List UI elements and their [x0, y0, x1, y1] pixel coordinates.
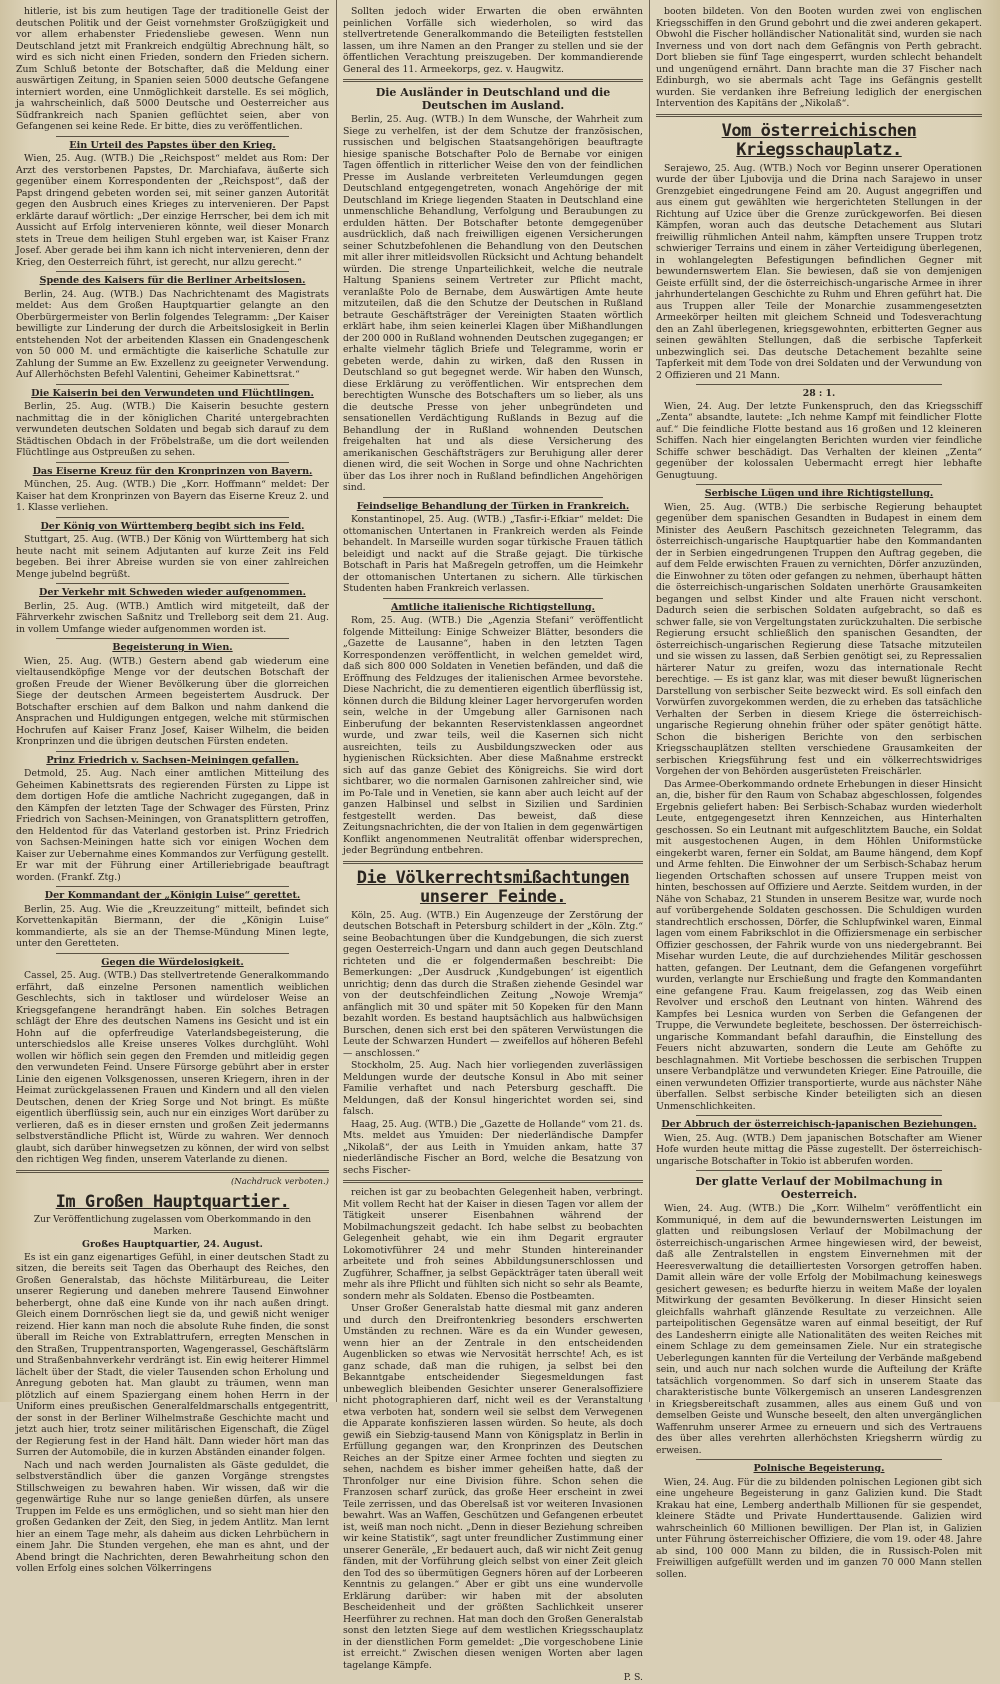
separator	[696, 1115, 942, 1116]
article-kaiserin: Berlin, 25. Aug. (WTB.) Die Kaiserin besuchte gestern nachmittag die in der königlichen Charité untergebrachten verwundeten deutschen Soldaten und begab sich darauf zu dem Städtischen Obdach in der Fröbelstraße, um die dort weilenden Flüchtlinge aus Ostpreußen zu sehen.	[16, 401, 329, 458]
column-1	[16, 6, 329, 1574]
separator	[56, 886, 289, 887]
article-tuerken: Konstantinopel, 25. Aug. (WTB.) „Tasfir-i-Efkiar“ meldet: Die ottomanischen Untertanen in Frankreich werden als Feinde behandelt. In Marseille wurden sogar türkische Frauen tätlich beleidigt und nackt auf die Straße gejagt. Die türkische Botschaft in Paris hat Maßregeln getroffen, um die Heimkehr der ottomanischen Untertanen zu sichern. Alle türkischen Studenten haben Frankreich verlassen.	[343, 514, 643, 594]
article-mobilmachung: Wien, 24. Aug. (WTB.) Die „Korr. Wilhelm“ veröffentlicht ein Kommuniqué, in dem auf die bewundernswerten Leistungen im glatten und reibungslosen Verlauf der Mobilmachung der österreichisch-ungarischen Armee hingewiesen wird, der beweist, daß alle Zentralstellen in engstem Einvernehmen mit der Heeresverwaltung die detailliertesten Vorsorgen getroffen haben. Damit allein wäre der volle Erfolg der Mobilmachung keineswegs gesichert gewesen; es bedurfte hierzu in weitem Maße der loyalen Mitwirkung der gesamten Bevölkerung. In dieser Hinsicht seien gleichfalls wahrhaft glänzende Resultate zu verzeichnen. Alle parteipolitischen Gegensätze waren auf einmal beseitigt, der Ruf des Landesherrn einigte alle Nationalitäten des weiten Reiches mit einem Schlage zu dem gemeinsamen Ziele. Nur ein strategische Ueberlegungen kannten für die Verteilung der Verbände maßgebend sein, und auch nur nach solchen wurde die Aufteilung der Kräfte tatsächlich vorgenommen. So darf sich in unserem Staate das charakteristische bunte Völkergemisch an unseren Landesgrenzen in Kriegsbereitschaft zusammen, alles aus einem Guß und von demselben Geiste und Wunsche beseelt, den alten unvergänglichen Waffenruhm unserer Armee zu erneuern und sich des Vertrauens des über alles verehrten allerhöchsten Kriegsherrn würdig zu erweisen.	[656, 1203, 982, 1456]
double-separator	[343, 1180, 643, 1183]
column-3	[656, 6, 982, 1580]
article-schweden: Berlin, 25. Aug. (WTB.) Amtlich wird mitgeteilt, daß der Fährverkehr zwischen Saßnitz und Trelleborg seit dem 21. Aug. in vollem Umfange wieder aufgenommen worden ist.	[16, 600, 329, 635]
article-koenigin-luise: Berlin, 25. Aug. Wie die „Kreuzzeitung“ mitteilt, befindet sich Korvettenkapitän Biermann, der die „Königin Luise“ kommandierte, als sie an der Themse-Mündung Minen legte, unter den Geretteten.	[16, 903, 329, 949]
headline-schweden: Der Verkehr mit Schweden wieder aufgenommen.	[39, 587, 306, 598]
article-wien: Wien, 25. Aug. (WTB.) Gestern abend gab wiederum eine vieltausendköpfige Menge vor der deutschen Botschaft der großen Freude der Wiener Bevölkerung über die glorreichen Siege der deutschen Armeen begeistertem Ausdruck. Der Botschafter erschien auf dem Balkon und nahm dankend die Ansprachen und Huldigungen entgegen, welche mit stürmischen Hochrufen auf Kaiser Franz Josef, Kaiser Wilhelm, die beiden Kronprinzen und die übrigen deutschen Fürsten endeten.	[16, 655, 329, 747]
article-japan: Wien, 25. Aug. (WTB.) Dem japanischen Botschafter am Wiener Hofe wurden heute mittag die Pässe zugestellt. Der österreichisch-ungarische Botschafter in Tokio ist abberufen worden.	[656, 1132, 982, 1167]
article-koeln: Köln, 25. Aug. (WTB.) Ein Augenzeuge der Zerstörung der deutschen Botschaft in Petersburg schildert in der „Köln. Ztg.“ seine Beobachtungen über die Kundgebungen, die sich zuerst gegen Oesterreich-Ungarn und dann auch gegen Deutschland richteten und die er folgendermaßen beschreibt: Die Bemerkungen: „Der Ausdruck ‚Kundgebungen‘ ist eigentlich unrichtig; denn das durch die Straßen ziehende Gesindel war von der deutschfeindlichen Zeitung „Nowoje Wremja“ anfänglich mit 30 und später mit 50 Kopeken für den Mann bezahlt worden. Es bestand hauptsächlich aus halbwüchsigen Burschen, denen sich erst bei den späteren Verwüstungen die Leute der Schwarzen Hundert — zweifellos auf höheren Befehl — anschlossen.“	[343, 909, 643, 1059]
headline-auslaender: Die Ausländer in Deutschland und die Deutschen im Ausland.	[375, 86, 611, 112]
separator	[56, 271, 289, 272]
separator	[696, 484, 942, 485]
double-separator	[343, 79, 643, 82]
article-papst: Wien, 25. Aug. (WTB.) Die „Reichspost“ meldet aus Rom: Der Arzt des verstorbenen Papstes, Dr. Marchiafava, äußerte sich gegenüber einem Korrespondenten der „Reichspost“, daß der Papst dringend gebeten worden sei, mit seiner ganzen Autorität gegen den Ausbruch eines Krieges zu intervenieren. Der Papst erklärte darauf wörtlich: „Der einzige Herrscher, bei dem ich mit Aussicht auf Erfolg intervenieren könnte, weil dieser Monarch stets in Treue dem heiligen Stuhl ergeben war, ist Kaiser Franz Josef. Aber gerade bei ihm kann ich nicht intervenieren, denn der Krieg, den Oesterreich führt, ist gerecht, nur allzu gerecht.“	[16, 153, 329, 268]
article-haag-cont: booten bildeten. Von den Booten wurden zwei von englischen Kriegsschiffen in den Grund gebohrt und die zwei anderen gekapert. Obwohl die Fischer holländischer Nationalität sind, wurden sie nach Inverness und von dort nach dem Gefängnis von Perth gebracht. Dort blieben sie fünf Tage eingesperrt, wurden schlecht behandelt und ungenügend ernährt. Dann brachte man die 37 Fischer nach Edinburgh, wo sie abermals acht Tage ins Gefängnis gestellt wurden. Sie verdanken ihre Befreiung lediglich der energischen Intervention des Kapitäns der „Nikolaß“.	[656, 6, 982, 109]
column-rule-left	[336, 0, 337, 1402]
headline-polnisch: Polnische Begeisterung.	[753, 1463, 885, 1474]
article-serbische-luegen-1: Wien, 25. Aug. (WTB.) Die serbische Regierung behauptet gegenüber dem spanischen Gesandten in Budapest in einem dem Minister des Aeußern Paschitsch gezeichneten Telegramm, das österreichisch-ungarische Hauptquartier habe den Kommandanten der in Serbien eingedrungenen Truppen den Auftrag gegeben, die auf dem Felde erwischten Frauen zu vernichten, Dörfer anzuzünden, die Einwohner zu töten oder gefangen zu nehmen, überhaupt hätten die österreichisch-ungarischen Soldaten unerhörte Grausamkeiten begangen und selbst Kinder und alte Frauen nicht verschont. Dadurch seien die serbischen Soldaten aufgebracht, so daß es schwer falle, sie von Vergeltungstaten zurückzuhalten. Die serbische Regierung ersucht schließlich den spanischen Gesandten, der österreichisch-ungarischen Regierung diese Tatsache mitzuteilen und sie wissen zu lassen, daß Serbien genötigt sei, zu Repressalien härterer Natur zu greifen, wozu das internationale Recht berechtige. — Es ist ganz klar, was mit dieser bewußt lügnerischen Darstellung von serbischer Seite bezweckt wird. Es soll einfach den Vorwürfen zuvorgekommen werden, die zu erheben das tatsächliche Verhalten der Serben in diesem Kriege die österreichisch-ungarische Regierung ohnehin früher oder später genötigt hätte. Schon die bisherigen Berichte von den serbischen Kriegsschauplätzen stellten verschiedene Grausamkeiten der serbischen Kriegsführung fest und ein völkerrechtswidriges Vorgehen der von Behörden ausgerüsteten Freischärler.	[656, 501, 982, 777]
article-hauptquartier-2: Nach und nach werden Journalisten als Gäste geduldet, die selbstverständlich über die ganzen Vorgänge strengstes Stillschweigen zu bewahren haben. Wir wissen, daß wir die gegenwärtige Ruhe nur so lange genießen dürfen, als unsere Truppen im Felde es uns ermöglichen, und so sieht man hier den großen Gedanken der Zeit, den Sieg, in jedem Antlitz. Man lernt hier an einem Tage mehr, als daheim aus dicken Lehrbüchern in einem Jahr. Die Stunden vergehen, ehe man es ahnt, und der Abend bringt die Nachrichten, deren Bewahrheitung schon den vollen Erfolg eines solchen Völkerringens	[16, 1459, 329, 1574]
separator	[696, 384, 942, 385]
separator	[696, 1170, 942, 1171]
dateline-hauptquartier: Großes Hauptquartier, 24. August.	[82, 1239, 263, 1250]
article-stockholm: Stockholm, 25. Aug. Nach hier vorliegenden zuverlässigen Meldungen wurde der deutsche Konsul in Abo mit seiner Familie verhaftet und nach Petersburg geschafft. Die Meldungen, daß der Konsul hingerichtet worden sei, sind falsch.	[343, 1060, 643, 1117]
reprint-notice: (Nachdruck verboten.)	[230, 1176, 329, 1187]
article-prinz-friedrich: Detmold, 25. Aug. Nach einer amtlichen Mitteilung des Geheimen Kabinettsrats des regierenden Fürsten zu Lippe ist dem dortigen Hofe die amtliche Nachricht zugegangen, daß in den Kämpfen der letzten Tage der Schwager des Fürsten, Prinz Friedrich von Sachsen-Meiningen, von Granatsplittern getroffen, den Heldentod für das Vaterland gestorben ist. Prinz Friedrich von Sachsen-Meiningen hatte sich vor einigen Wochen dem Kaiser zur Uebernahme eines Kommandos zur Verfügung gestellt. Er war mit der Führung einer Artilleriebrigade beauftragt worden. (Frankf. Ztg.)	[16, 768, 329, 883]
headline-japan: Der Abbruch der österreichisch-japanischen Beziehungen.	[661, 1119, 977, 1130]
article-hauptquartier-cont-2: Unser Großer Generalstab hatte diesmal mit ganz anderen und durch den Dreifrontenkrieg besonders erschwerten Umständen zu rechnen. Wäre es da ein Wunder gewesen, wenn hier an der Zentrale in den entscheidenden Augenblicken so etwas wie Nervosität herrschte! Ach, es ist ganz schade, daß man die ruhigen, ja selbst bei den Bekanntgabe entscheidender Siegesmeldungen fast unbeweglich bleibenden Gesichter unserer Generalsoffiziere nicht photographieren darf, nicht weil es der Veranstaltung etwa verboten hat, sondern weil sie selbst dem Verwegenen die Apparate konfiszieren lassen würden. So heute, als doch gewiß ein Siebzig-tausend Mann von Königsplatz in Berlin in Erfüllung gegangen war, den Kronprinzen des Deutschen Reiches an der Spitze einer Armee fochten und siegten zu sehen, nachdem es bisher immer geheißen hatte, daß der Thronfolger nur eine Division führe. Schon sehen die Franzosen scharf zurück, das große Heer erscheint in zwei Teile zerrissen, und das Oberelsaß ist vor weiteren Invasionen bewahrt. Was an Waffen, Geschützen und Gefangenen erbeutet ist, weiß man noch nicht. „Denn in dieser Beziehung schreiben wir keine Statistik“, sagt unter freundlicher Zustimmung einer unserer Generäle, „Er bedauert auch, daß wir nicht Zeit genug fänden, mit der Vorführung gleich selbst von einer Zeit gleich den Tod des so übermütigen Gegners hören auf der Lorbeeren Kenntnis zu gelangen.“ Aber er gibt uns eine wundervolle Erklärung darüber: wir haben mit der absoluten Bescheidenheit und der größten Sachlichkeit unserer Heerführer zu rechnen. Hat man doch den Großen Generalstab sonst den letzten Siege auf dem westlichen Kriegsschauplatz in der dienstlichen Form gemeldet: „Die vorgeschobene Linie ist erreicht.“ Zwischen diesen wenigen Worten aber lagen tagelange Kämpfe.	[343, 1303, 643, 1671]
headline-eisernes-kreuz: Das Eiserne Kreuz für den Kronprinzen von Bayern.	[32, 465, 313, 477]
article-hauptquartier-cont-1: reichen ist gar zu beobachten Gelegenheit haben, verbringt. Mit vollem Recht hat der Kaiser in diesen Tagen vor allem der Tätigkeit unserer Eisenbahnen während der Mobilmachungszeit gedacht. Ich habe selbst zu beobachten Gelegenheit gehabt, wie ein ihm Degarit ergrauter Lokomotivführer 24 und mehr Stunden hintereinander arbeitete und froh seines Abbildungsunerschlossen und Zugführer, Schaffner, ja selbst Gepäckträger taten überall weit mehr als ihre Pflicht und fühlten sich nicht so sehr als Beamte, sondern mehr als Soldaten. Ebenso die Postbeamten.	[343, 1187, 643, 1302]
separator	[56, 638, 289, 639]
separator	[56, 583, 289, 584]
separator	[56, 517, 289, 518]
article-serajewo: Serajewo, 25. Aug. (WTB.) Noch vor Beginn unserer Operationen wurde der über Ljubovija und die Drina nach Sarajewo in unser Grenzgebiet eingedrungene Feind am 20. August angegriffen und aus einem gut gewählten wie hergerichteten Stellungen in der Richtung auf Uzice über die Grenze zurückgeworfen. Bei diesen Kämpfen, woran auch das deutsche Detachement aus Slutari freiwillig rühmlichen Anteil nahm, kämpften unsere Truppen trotz schwieriger Terrains und einem in zäher Verteidigung überlegenen, in wohlangelegten Befestigungen befindlichen Gegner mit bewundernswertem Elan. Sie bewiesen, daß sie von demjenigen Geiste erfüllt sind, der die österreichisch-ungarische Armee in ihrer jahrhundertelangen Geschichte zu Ruhm und Ehren geführt hat. Die aus Truppen aller Teile der Monarchie zusammengesetzten Armeekörper heilten mit gleichem Schneid und Todesverachtung den an Zahl überlegenen, kriegsgewohnten, erbitterten Gegner aus seinen gewählten Stellungen, daß die serbische Tapferkeit unbezwinglich sei. Das deutsche Detachement bezahlte seine Tapferkeit mit dem Tode von drei Soldaten und der Verwundung von 2 Offizieren und 21 Mann.	[656, 162, 982, 381]
separator	[383, 497, 603, 498]
headline-score: 28 : 1.	[802, 388, 836, 399]
article-wuerdelosigkeit: Cassel, 25. Aug. (WTB.) Das stellvertretende Generalkommando erfährt, daß einzelne Personen namentlich weiblichen Geschlechts, sich in taktloser und würdeloser Weise an Kriegsgefangene herandrängt haben. Ein solches Betragen schlägt der Ehre des deutschen Namens ins Gesicht und ist ein Hohn auf die opferfreudige Vaterlandsbegeisterung, die unterschiedslos alle Kreise unseres Volkes durchglüht. Wohl wollen wir höflich sein gegen den Fremden und mitleidig gegen den verwundeten Feind. Unsere Fürsorge gebührt aber in erster Linie den eigenen Volksgenossen, unseren Kriegern, ihren in der Heimat zurückgelassenen Frauen und Kindern und all den vielen Deutschen, denen der Krieg Sorge und Not bringt. Es müßte eigentlich überflüssig sein, auch nur ein einziges Wort darüber zu verlieren, daß es in dieser ernsten und großen Zeit jedermanns selbstverständliche Pflicht ist, Würde zu wahren. Wer dennoch glaubt, sich darüber hinwegsetzen zu können, der wird von selbst den richtigen Weg finden, unserem Vaterlande zu dienen.	[16, 970, 329, 1165]
headline-papst: Ein Urteil des Papstes über den Krieg.	[69, 139, 276, 151]
headline-wien: Begeisterung in Wien.	[112, 642, 233, 653]
headline-kaiserin: Die Kaiserin bei den Verwundeten und Flüchtlingen.	[31, 387, 314, 399]
separator	[56, 751, 289, 752]
signature: P. S.	[623, 1672, 643, 1683]
separator	[56, 136, 289, 137]
headline-italien: Amtliche italienische Richtigstellung.	[391, 601, 595, 613]
article-zenta: Wien, 24. Aug. Der letzte Funkenspruch, den das Kriegsschiff „Zenta“ absandte, lautete: „Ich nehme Kampf mit feindlicher Flotte auf.“ Die feindliche Flotte bestand aus 16 großen und 12 kleineren Schiffen. Nach hier eingelangten Berichten wurden vier feindliche Schiffe schwer beschädigt. Das Verhalten der kleinen „Zenta“ gegenüber der kolossalen Uebermacht erregt hier lebhafte Genugtuung.	[656, 400, 982, 481]
article-wuerttemberg: Stuttgart, 25. Aug. (WTB.) Der König von Württemberg hat sich heute nacht mit seinem Adjutanten auf kurze Zeit ins Feld begeben. Bei ihrer Abreise wurden sie von einer zahlreichen Menge jubelnd begrüßt.	[16, 534, 329, 580]
article-continuation: hitlerie, ist bis zum heutigen Tage der traditionelle Geist der deutschen Politik und der Geist vornehmster Großzügigkeit und vor allem erhabenster Friedensliebe gewesen. Wenn nun Deutschland jetzt mit Frankreich endgültig Abrechnung hält, so wird es sich nicht einen Frieden, sondern den Frieden sichern. Zum Schluß betonte der Botschafter, daß die Meldung einer auswärtigen Zeitung, in Spanien seien 5000 deutsche Gefangene interniert worden, eine Unmöglichkeit darstelle. Es sei möglich, ja wahrscheinlich, daß 5000 Deutsche und Oesterreicher aus Südfrankreich nach Spanien geflüchtet seien, aber von Gefangenen sei keine Rede. Er bitte, dies zu veröffentlichen.	[16, 6, 329, 132]
headline-wuerttemberg: Der König von Württemberg begibt sich ins Feld.	[40, 520, 305, 532]
column-rule-right	[649, 0, 650, 1402]
double-separator	[656, 114, 982, 117]
headline-spende: Spende des Kaisers für die Berliner Arbeitslosen.	[39, 275, 306, 286]
article-serbische-luegen-2: Das Armee-Oberkommando ordnete Erhebungen in dieser Hinsicht an, die, bisher für den Raum von Schabaz abgeschlossen, folgendes Ergebnis geliefert haben: Bei Serbisch-Schabaz wurden wiederholt Leute, entgegengesetzt ihren Kennzeichen, aus Hinterhalten geschossen. So ein Leutnant mit aufgeschlitztem Bauche, ein Soldat mit ausgestochenen Augen, in dem Höhlen Uniformstücke eingekerbt waren, ferner ein Soldat, am Baume hängend, dem Kopf und Arme fehlten. Die Einwohner der um Serbisch-Schabaz herum liegenden Ortschaften schossen auf unsere Truppen meist von hinten, beschossen auf Offiziere und Aerzte. Seitdem wurden, in der Nähe von Schabaz, 21 Stunden in unserem Besitze war, wurde noch auf vorübergehende Soldaten geschossen. Die Schuldigen wurden standrechtlich erschossen, Dörfer, die Schlupfwinkel waren, Einmal lagen vom einem Fabrikschlot in die Offiziersmenage ein serbischer Offizier geschossen, der Fahrik wurde von uns niedergebrannt. Bei Misehar wurden Leute, die auf durchziehendes Militär geschossen hatten, gefangen. Der Leutnant, dem die Gefangenen vorgeführt wurden, verlangte nur Erschießung und fragte den Kommandanten eine gefangene Frau. Kaum freigelassen, zog das Weib einen Revolver und erschoß den Leutnant von hinten. Während des Kampfes bei Lesnica wurden von Serben die Gefangenen der Truppe, die Verwundete begleitete, beschossen. Der österreichisch-ungarische Kommandant befahl daraufhin, die Einstellung des Feuers nicht abzuwarten, sondern die Leute am Gehöfte zu beschlagnahmen. Mit Vortiebe beschossen die serbischen Truppen unsere Verbandplätze und verwundeten Krieger. Eine Patrouille, die einen verwundeten Offizier transportierte, wurde aus nächster Nähe überfallen. Selbst serbische Kinder beteiligten sich an diesen Unmenschlichkeiten.	[656, 778, 982, 1112]
separator	[696, 1459, 942, 1460]
double-separator	[16, 1170, 329, 1173]
separator	[383, 598, 603, 599]
headline-koenigin-luise: Der Kommandant der „Königin Luise“ gerettet.	[44, 890, 301, 901]
headline-voelkerrecht: Die Völkerrechtsmißachtungen unserer Feinde.	[356, 867, 630, 907]
article-continuation-col2: Sollten jedoch wider Erwarten die oben erwähnten peinlichen Vorfälle sich wiederholen, so wird das stellvertretende Generalkommando die Beteiligten feststellen lassen, um ihre Namen an den Pranger zu stellen und sie der öffentlichen Verachtung preiszugeben. Der kommandierende General des 11. Armeekorps, gez. v. Haugwitz.	[343, 6, 643, 75]
headline-prinz-friedrich: Prinz Friedrich v. Sachsen-Meiningen gefallen.	[46, 754, 299, 766]
article-auslaender: Berlin, 25. Aug. (WTB.) In dem Wunsche, der Wahrheit zum Siege zu verhelfen, ist der dem Schutze der französischen, russischen und belgischen Staatsangehörigen beauftragte hiesige spanische Botschafter Polo de Bernabe vor einigen Tagen öffentlich in ritterlicher Weise den von der feindlichen Presse im Auslande verbreiteten Verleumdungen gegen Deutschland entgegengetreten, wonach Angehörige der mit Deutschland im Kriege liegenden Staaten in Deutschland eine unmenschliche Behandlung, Verfolgung und Beraubungen zu erdulden hätten. Der Botschafter betonte demgegenüber ausdrücklich, daß nach freiwilligen eigenen Versicherungen seiner Schutzbefohlenen die Behandlung von den Deutschen mit aller ihrer mitleidsvollen Rücksicht und Achtung behandelt würden. Die strenge Unparteilichkeit, welche die neutrale Haltung Spaniens seinem Vertreter zur Pflicht macht, veranlaßte Polo de Bernabe, dem Auswärtigen Amte heute mitzuteilen, daß die den Schutze der Deutschen in Rußland betraute Geschäftsträger der Vereinigten Staaten wörtlich erklärt habe, ihm seien keinerlei Klagen über Mißhandlungen der 200 000 in Rußland wohnenden Deutschen zugegangen; er erhalte vielmehr täglich Briefe und Telegramme, worin er gebeten werde, dahin zu wirken, daß den Russen in Deutschland so gut begegnet werde. Wir haben den Wunsch, diese Erklärung zu veröffentlichen. Wir entsprechen dem berechtigten Wunsche des Botschafters um so lieber, als uns die deutsche Presse von jeher unbegründeten und sensationellen Verdächtigung Rußlands in Bezug auf die Behandlung der in Rußland wohnenden Deutschen freigehalten hat und als diese Versicherung des amerikanischen Geschäftsträgers zur Beruhigung aller derer dienen wird, die seit Wochen in Sorge und ohne Nachrichten über das Los ihrer noch in Rußland befindlichen Angehörigen sind.	[343, 114, 643, 493]
double-separator	[343, 861, 643, 864]
article-haag: Haag, 25. Aug. (WTB.) Die „Gazette de Hollande“ vom 21. ds. Mts. meldet aus Ymuiden: Der niederländische Dampfer „Nikolaß“, der aus Leith in Ymuiden ankam, hatte 37 niederländische Fischer an Bord, welche die Besatzung von sechs Fischer-	[343, 1118, 643, 1176]
subline-hauptquartier: Zur Veröffentlichung zugelassen vom Oberkommando in den Marken.	[33, 1215, 312, 1237]
article-polnisch: Wien, 24. Aug. Für die zu bildenden polnischen Legionen gibt sich eine ungeheure Begeisterung in ganz Galizien kund. Die Stadt Krakau hat eine, Lemberg anderthalb Millionen für sie gespendet, kleinere Städte und Private Hunderttausende. Galizien wird wahrscheinlich 60 Millionen bewilligen. Der Plan ist, in Galizien unter Führung österreichischer Offiziere, die vom 19. oder 48. Jahre ab sind, 100 000 Mann zu bilden, die in Russisch-Polen mit Freiwilligen aufgefüllt werden und im ganzen 70 000 Mann stellen sollen.	[656, 1476, 982, 1580]
headline-hauptquartier: Im Großen Hauptquartier.	[55, 1192, 290, 1212]
article-spende: Berlin, 24. Aug. (WTB.) Das Nachrichtenamt des Magistrats meldet: Aus dem Großen Hauptquartier gelangte an den Oberbürgermeister von Berlin folgendes Telegramm: „Der Kaiser bewilligte zur Linderung der durch die Arbeitslosigkeit in Berlin entstehenden Not der arbeitenden Klassen ein Gnadengeschenk von 50 000 M. und ermächtigte die kaiserliche Schatulle zur Zahlung der Summe an Ew. Exzellenz zu geeigneter Verwendung. Auf Allerhöchsten Befehl Valentini, Geheimer Kabinettsrat.“	[16, 288, 329, 380]
article-eisernes-kreuz: München, 25. Aug. (WTB.) Die „Korr. Hoffmann“ meldet: Der Kaiser hat dem Kronprinzen von Bayern das Eiserne Kreuz 2. und 1. Klasse verliehen.	[16, 479, 329, 513]
headline-kriegsschauplatz: Vom österreichischen Kriegsschauplatz.	[721, 120, 917, 160]
headline-tuerken: Feindselige Behandlung der Türken in Frankreich.	[356, 500, 630, 512]
separator	[56, 462, 289, 463]
separator	[56, 953, 289, 954]
article-hauptquartier-1: Es ist ein ganz eigenartiges Gefühl, in einer deutschen Stadt zu sitzen, die bereits seit Tagen das Oberhaupt des Reiches, den Großen Generalstab, das höchste Militärbureau, die Leiter unserer Regierung und daneben mehrere Tausend Einwohner beherbergt, ohne daß eine Kunde von ihr nach außen dringt. Gleich einem Dornröschen liegt sie da, und gewiß nicht weniger reizend. Hier kann man noch die absolute Ruhe finden, die sonst überall im Reiche von Extrablattrufern, erregten Menschen in den Straßen, Truppentransporten, Wagengerassel, Geschäftslärm und Straßenbahnverkehr verdrängt ist. Ein ewig heiterer Himmel lächelt über der Stadt, die vieler Tausenden schon Erholung und Anregung geboten hat. Man glaubt zu träumen, wenn man plötzlich auf einem Spaziergang einem hohen Herrn in der Uniform eines preußischen Generalfeldmarschalls entgegentritt, der sonst in der Berliner Wilhelmstraße Geschichte macht und jetzt auch hier, trotz seiner militärischen Eigenschaft, die Zügel der Regierung fest in der Hand hält. Dann wieder hört man das Surren der Automobile, die in kurzen Abständen einander folgen.	[16, 1251, 329, 1458]
column-2	[343, 6, 643, 1683]
article-italien: Rom, 25. Aug. (WTB.) Die „Agenzia Stefani“ veröffentlicht folgende Mitteilung: Einige Schweizer Blätter, besonders die „Gazette de Lausanne“, haben in den letzten Tagen Korrespondenzen veröffentlicht, in welchen gemeldet wird, daß sich 800 000 Soldaten in Venetien befänden, und daß die Eröffnung des Feldzuges der italienischen Armee bevorstehe. Diese Nachricht, die zu dementieren eigentlich überflüssig ist, können durch die Bildung kleiner Lager hervorgerufen worden sein, welche in der Umgebung aller Garnisonen nach Einberufung der bekannten Reservistenklassen angeordnet wurde, und zwar teils, weil die Kasernen sich nicht ausreichten, teils zu Ausbildungszwecken oder aus hygienischen Rücksichten. Aber diese Maßnahme erstreckt sich auf das ganze Gebiet des Königreichs. Sie wird dort sichtbarer, wo die normalen Garnisonen zahlreicher sind, wie im Po-Tale und in Venetien, sie kann aber auch leicht auf der ganzen Halbinsel und selbst in Sizilien und Sardinien festgestellt werden. Das beweist, daß diese Zeitungsnachrichten, die der von Italien in dem gegenwärtigen Konflikt angenommenen Neutralität offenbar widersprechen, jeder Begründung entbehren.	[343, 615, 643, 856]
headline-serbische-luegen: Serbische Lügen und ihre Richtigstellung.	[704, 488, 934, 499]
separator	[56, 384, 289, 385]
headline-mobilmachung: Der glatte Verlauf der Mobilmachung in Oesterreich.	[695, 1175, 943, 1201]
headline-wuerdelosigkeit: Gegen die Würdelosigkeit.	[101, 956, 244, 968]
